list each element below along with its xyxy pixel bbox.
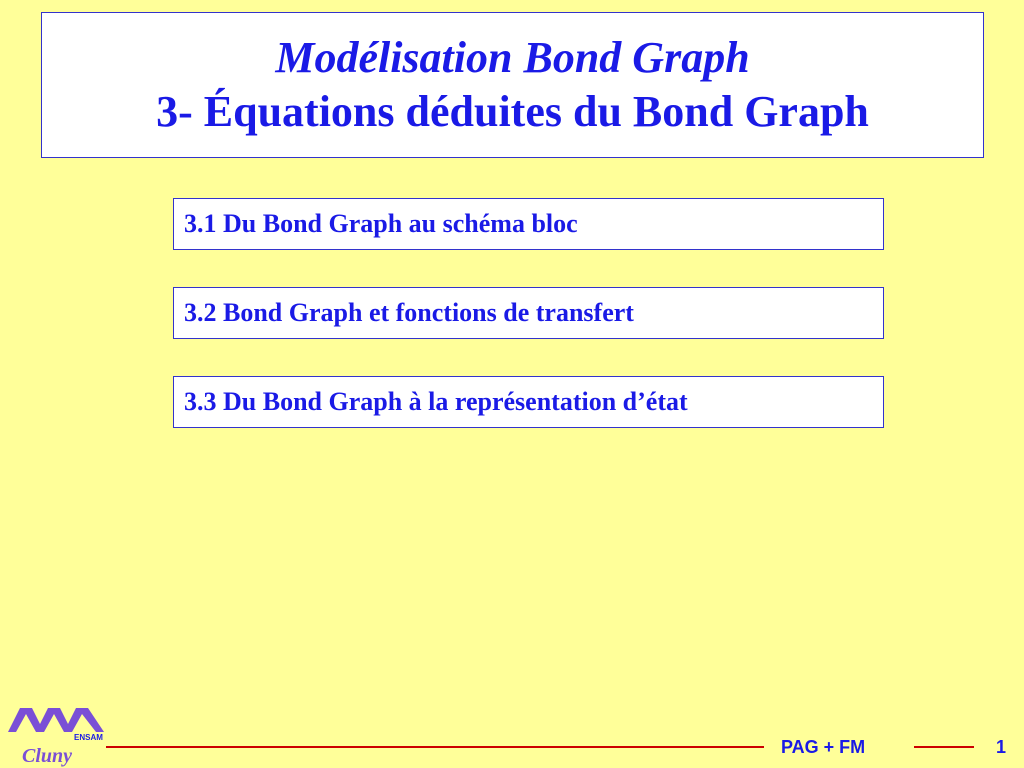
section-link-3-1[interactable]: 3.1 Du Bond Graph au schéma bloc [173,198,884,250]
svg-text:Cluny: Cluny [22,745,73,767]
ensam-cluny-logo [6,702,106,768]
footer-rule-left [106,746,764,748]
section-link-3-3[interactable]: 3.3 Du Bond Graph à la représentation d’état [173,376,884,428]
section-link-3-2[interactable]: 3.2 Bond Graph et fonctions de transfert [173,287,884,339]
page-number: 1 [996,737,1007,757]
title-box [41,12,984,158]
slide-subtitle: 3- Équations déduites du Bond Graph [156,87,869,136]
footer-rule-right [914,746,974,748]
slide-title: Modélisation Bond Graph [275,33,750,82]
footer-credit: PAG + FM [781,737,866,757]
svg-text:ENSAM: ENSAM [74,733,103,742]
